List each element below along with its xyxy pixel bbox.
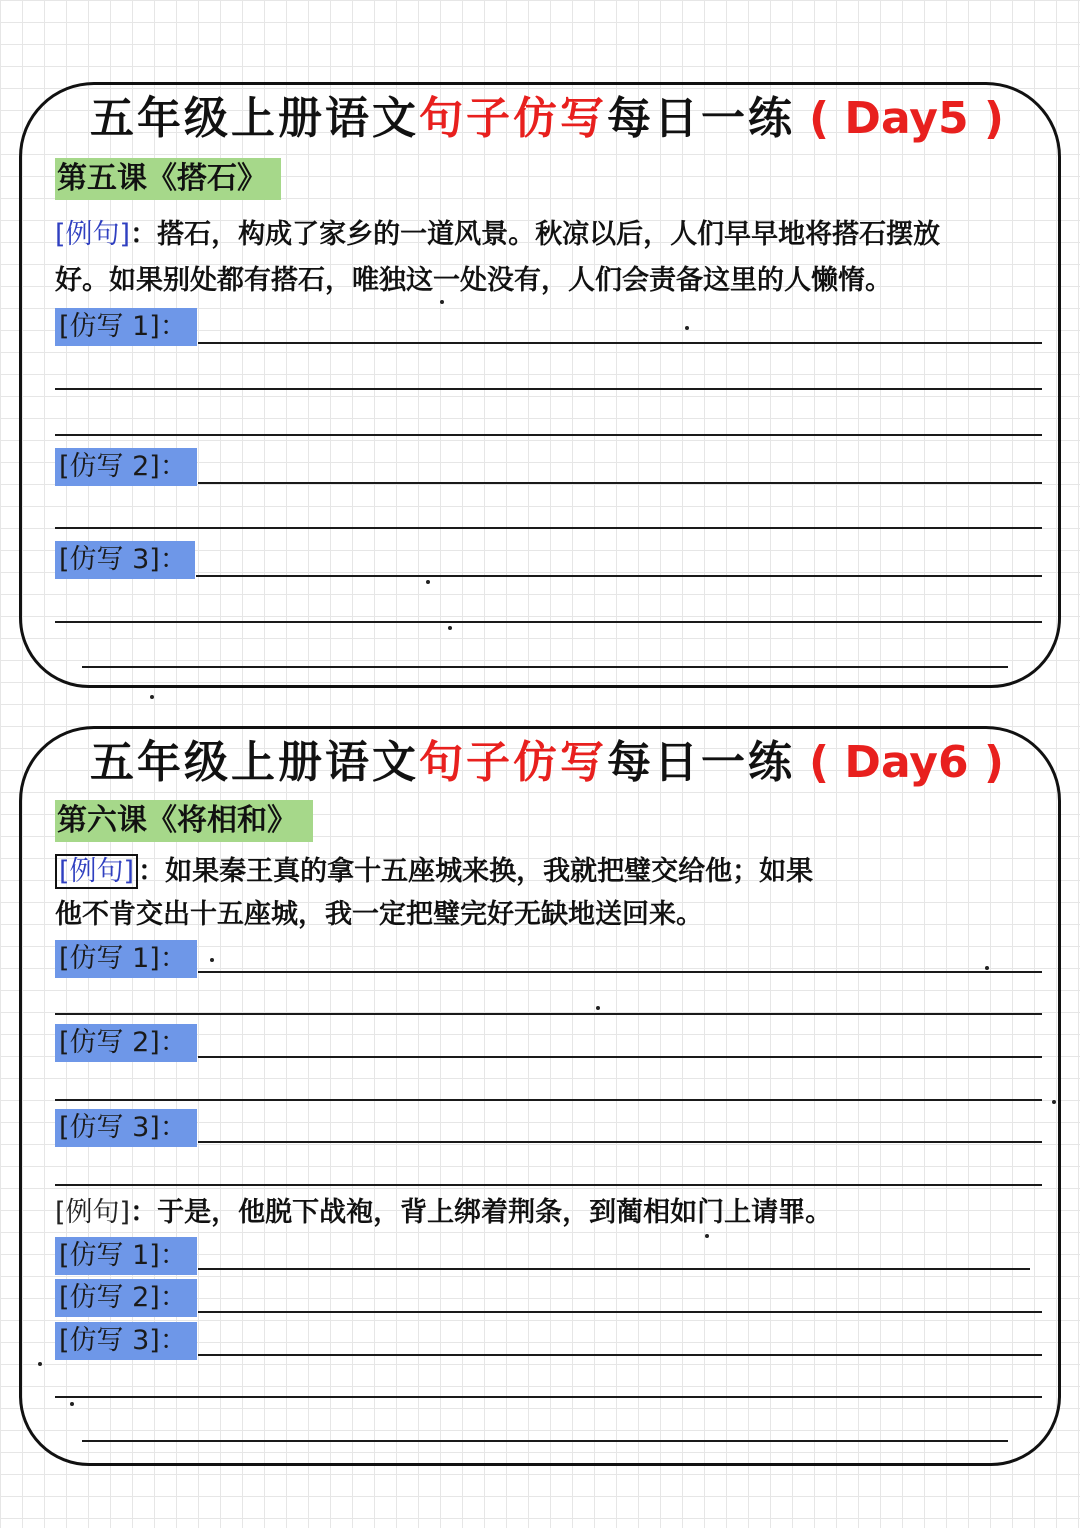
- example-line-2: 他不肯交出十五座城，我一定把璧完好无缺地送回来。: [55, 899, 703, 930]
- title-highlight-text: 句子仿写: [419, 93, 607, 144]
- scan-speck: [150, 695, 154, 699]
- example-sentence-day6-2: [55, 1190, 1055, 1236]
- example-tag: [例句]: [55, 1197, 131, 1228]
- example-tag: [例句]: [55, 854, 138, 889]
- scan-speck: [448, 626, 452, 630]
- scan-speck: [1052, 1100, 1056, 1104]
- writing-line[interactable]: [82, 666, 1008, 668]
- writing-line[interactable]: [55, 1396, 1042, 1398]
- example-line-1: [55, 212, 1055, 258]
- title-grade-text: 五年级上册语文: [90, 737, 419, 788]
- worksheet-title-day6: [90, 737, 1005, 788]
- example-sentence-day6-1: [55, 850, 1055, 936]
- example-text: ：于是，他脱下战袍，背上绑着荆条，到蔺相如门上请罪。: [130, 1197, 833, 1228]
- writing-line[interactable]: [198, 1056, 1042, 1058]
- imitation-label-2: [仿写 2]：: [55, 1279, 197, 1317]
- writing-line[interactable]: [55, 434, 1042, 436]
- scan-speck: [70, 1402, 74, 1406]
- example-colon: ：: [130, 219, 158, 250]
- writing-line[interactable]: [198, 1141, 1042, 1143]
- example-tag: [例句]: [55, 219, 131, 250]
- example-sentence-day5: [55, 212, 1055, 304]
- writing-line[interactable]: [198, 1311, 1042, 1313]
- writing-line[interactable]: [55, 1013, 1042, 1015]
- scan-speck: [705, 1234, 709, 1238]
- scan-speck: [596, 1006, 600, 1010]
- imitation-label-3: [仿写 3]：: [55, 541, 195, 579]
- writing-line[interactable]: [198, 971, 1042, 973]
- imitation-label-1: [仿写 1]：: [55, 1237, 197, 1275]
- writing-line[interactable]: [55, 1184, 1042, 1186]
- writing-line[interactable]: [55, 621, 1042, 623]
- title-grade-text: 五年级上册语文: [90, 93, 419, 144]
- title-day-badge: ( Day6 ): [809, 737, 1005, 788]
- writing-line[interactable]: [198, 1354, 1042, 1356]
- scan-speck: [440, 300, 444, 304]
- example-line-2: 好。如果别处都有搭石，唯独这一处没有，人们会责备这里的人懒惰。: [55, 265, 892, 296]
- writing-line[interactable]: [55, 388, 1042, 390]
- example-line-1: [55, 850, 1055, 893]
- imitation-label-2: [仿写 2]：: [55, 1024, 197, 1062]
- imitation-label-1: [仿写 1]：: [55, 308, 197, 346]
- title-highlight-text: 句子仿写: [419, 737, 607, 788]
- scan-speck: [38, 1362, 42, 1366]
- scan-speck: [685, 326, 689, 330]
- writing-line[interactable]: [196, 575, 1042, 577]
- title-practice-text: 每日一练: [607, 93, 795, 144]
- writing-line[interactable]: [198, 1268, 1030, 1270]
- lesson-heading-day6: 第六课《将相和》: [55, 800, 313, 842]
- imitation-label-3: [仿写 3]：: [55, 1109, 197, 1147]
- writing-line[interactable]: [55, 1099, 1042, 1101]
- example-text-1: 搭石，构成了家乡的一道风景。秋凉以后，人们早早地将搭石摆放: [157, 219, 941, 250]
- scan-speck: [985, 966, 989, 970]
- example-colon: ：: [138, 856, 166, 887]
- imitation-label-1: [仿写 1]：: [55, 940, 197, 978]
- imitation-label-3: [仿写 3]：: [55, 1322, 197, 1360]
- writing-line[interactable]: [198, 342, 1042, 344]
- writing-line[interactable]: [55, 527, 1042, 529]
- imitation-label-2: [仿写 2]：: [55, 448, 197, 486]
- title-practice-text: 每日一练: [607, 737, 795, 788]
- title-day-badge: ( Day5 ): [809, 93, 1005, 144]
- scan-speck: [210, 958, 214, 962]
- writing-line[interactable]: [82, 1440, 1008, 1442]
- scan-speck: [426, 580, 430, 584]
- example-text-1: 如果秦王真的拿十五座城来换，我就把璧交给他；如果: [165, 856, 814, 887]
- worksheet-title-day5: [90, 93, 1005, 144]
- writing-line[interactable]: [198, 482, 1042, 484]
- lesson-heading-day5: 第五课《搭石》: [55, 158, 281, 200]
